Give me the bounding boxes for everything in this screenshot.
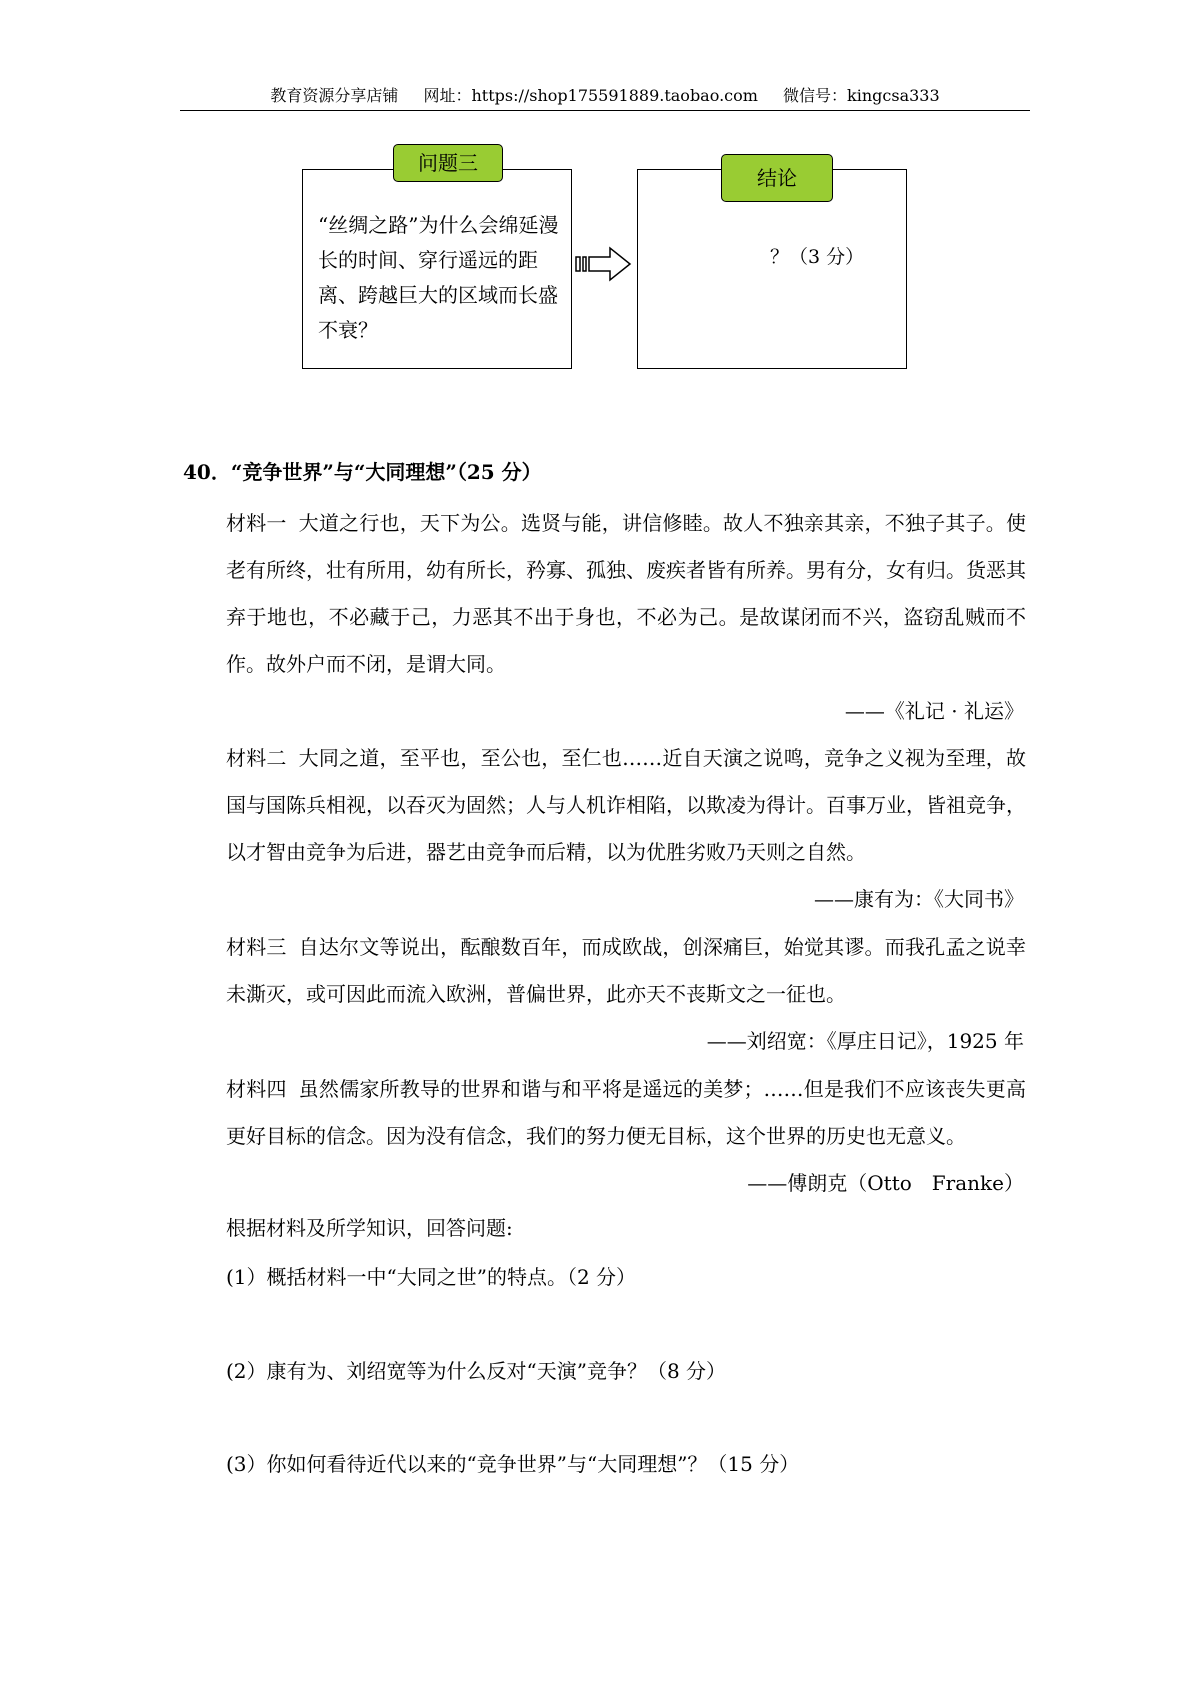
material-text: 自达尔文等说出，酝酿数百年，而成欧战，创深痛巨，始觉其谬。而我孔孟之说幸未澌灭，或可因此而流入欧洲，普偏世界，此亦天不丧斯文之一征也。 <box>226 935 1027 1006</box>
question-title: 40．“竞争世界”与“大同理想”（25 分） <box>183 460 542 484</box>
instruction: 根据材料及所学知识，回答问题: <box>226 1216 513 1240</box>
conclusion-answer: ？（3 分） <box>770 246 865 268</box>
material-label: 材料一 <box>226 511 287 535</box>
material-source: ——傅朗克（Otto Franke） <box>747 1171 1024 1195</box>
right-arrow-icon <box>574 246 634 282</box>
subquestion-3: (3）你如何看待近代以来的“竞争世界”与“大同理想”？（15 分） <box>226 1452 800 1476</box>
material-label: 材料四 <box>226 1077 287 1101</box>
material-label: 材料三 <box>226 935 287 959</box>
material-source: ——刘绍宽：《厚庄日记》，1925 年 <box>706 1029 1024 1053</box>
subquestion-1: (1）概括材料一中“大同之世”的特点。（2 分） <box>226 1265 637 1289</box>
material-4 <box>226 1066 1026 1160</box>
material-text: 虽然儒家所教导的世界和谐与和平将是遥远的美梦；……但是我们不应该丧失更高更好目标的信念。因为没有信念，我们的努力便无目标，这个世界的历史也无意义。 <box>226 1077 1027 1148</box>
page-header <box>180 86 1030 106</box>
material-2 <box>226 735 1026 876</box>
material-source: ——《礼记 · 礼运》 <box>844 699 1024 723</box>
header-divider <box>180 110 1030 111</box>
material-text: 大同之道，至平也，至公也，至仁也……近自天演之说鸣，竞争之义视为至理，故国与国陈兵相视，以吞灭为固然；人与人机诈相陷，以欺凌为得计。百事万业，皆祖竞争，以才智由竞争为后进，器艺由竞争而后精，以为优胜劣败乃天则之自然。 <box>226 746 1027 864</box>
subquestion-2: (2）康有为、刘绍宽等为什么反对“天演”竞争？（8 分） <box>226 1359 727 1383</box>
material-source: ——康有为：《大同书》 <box>814 887 1024 911</box>
material-1 <box>226 500 1026 688</box>
header-wechat: 微信号：kingcsa333 <box>783 86 940 105</box>
question-tag: 问题三 <box>393 144 503 182</box>
question-box-text: “丝绸之路”为什么会绵延漫长的时间、穿行遥远的距离、跨越巨大的区域而长盛不衰？ <box>318 213 559 342</box>
material-label: 材料二 <box>226 746 287 770</box>
material-3 <box>226 924 1026 1018</box>
header-url: 网址：https://shop175591889.taobao.com <box>423 86 758 105</box>
conclusion-tag: 结论 <box>721 154 833 202</box>
header-shop: 教育资源分享店铺 <box>270 86 399 105</box>
material-text: 大道之行也，天下为公。选贤与能，讲信修睦。故人不独亲其亲，不独子其子。使老有所终，壮有所用，幼有所长，矜寡、孤独、废疾者皆有所养。男有分，女有归。货恶其弃于地也，不必藏于己，力恶其不出于身也，不必为己。是故谋闭而不兴，盗窃乱贼而不作。故外户而不闭，是谓大同。 <box>226 511 1027 676</box>
